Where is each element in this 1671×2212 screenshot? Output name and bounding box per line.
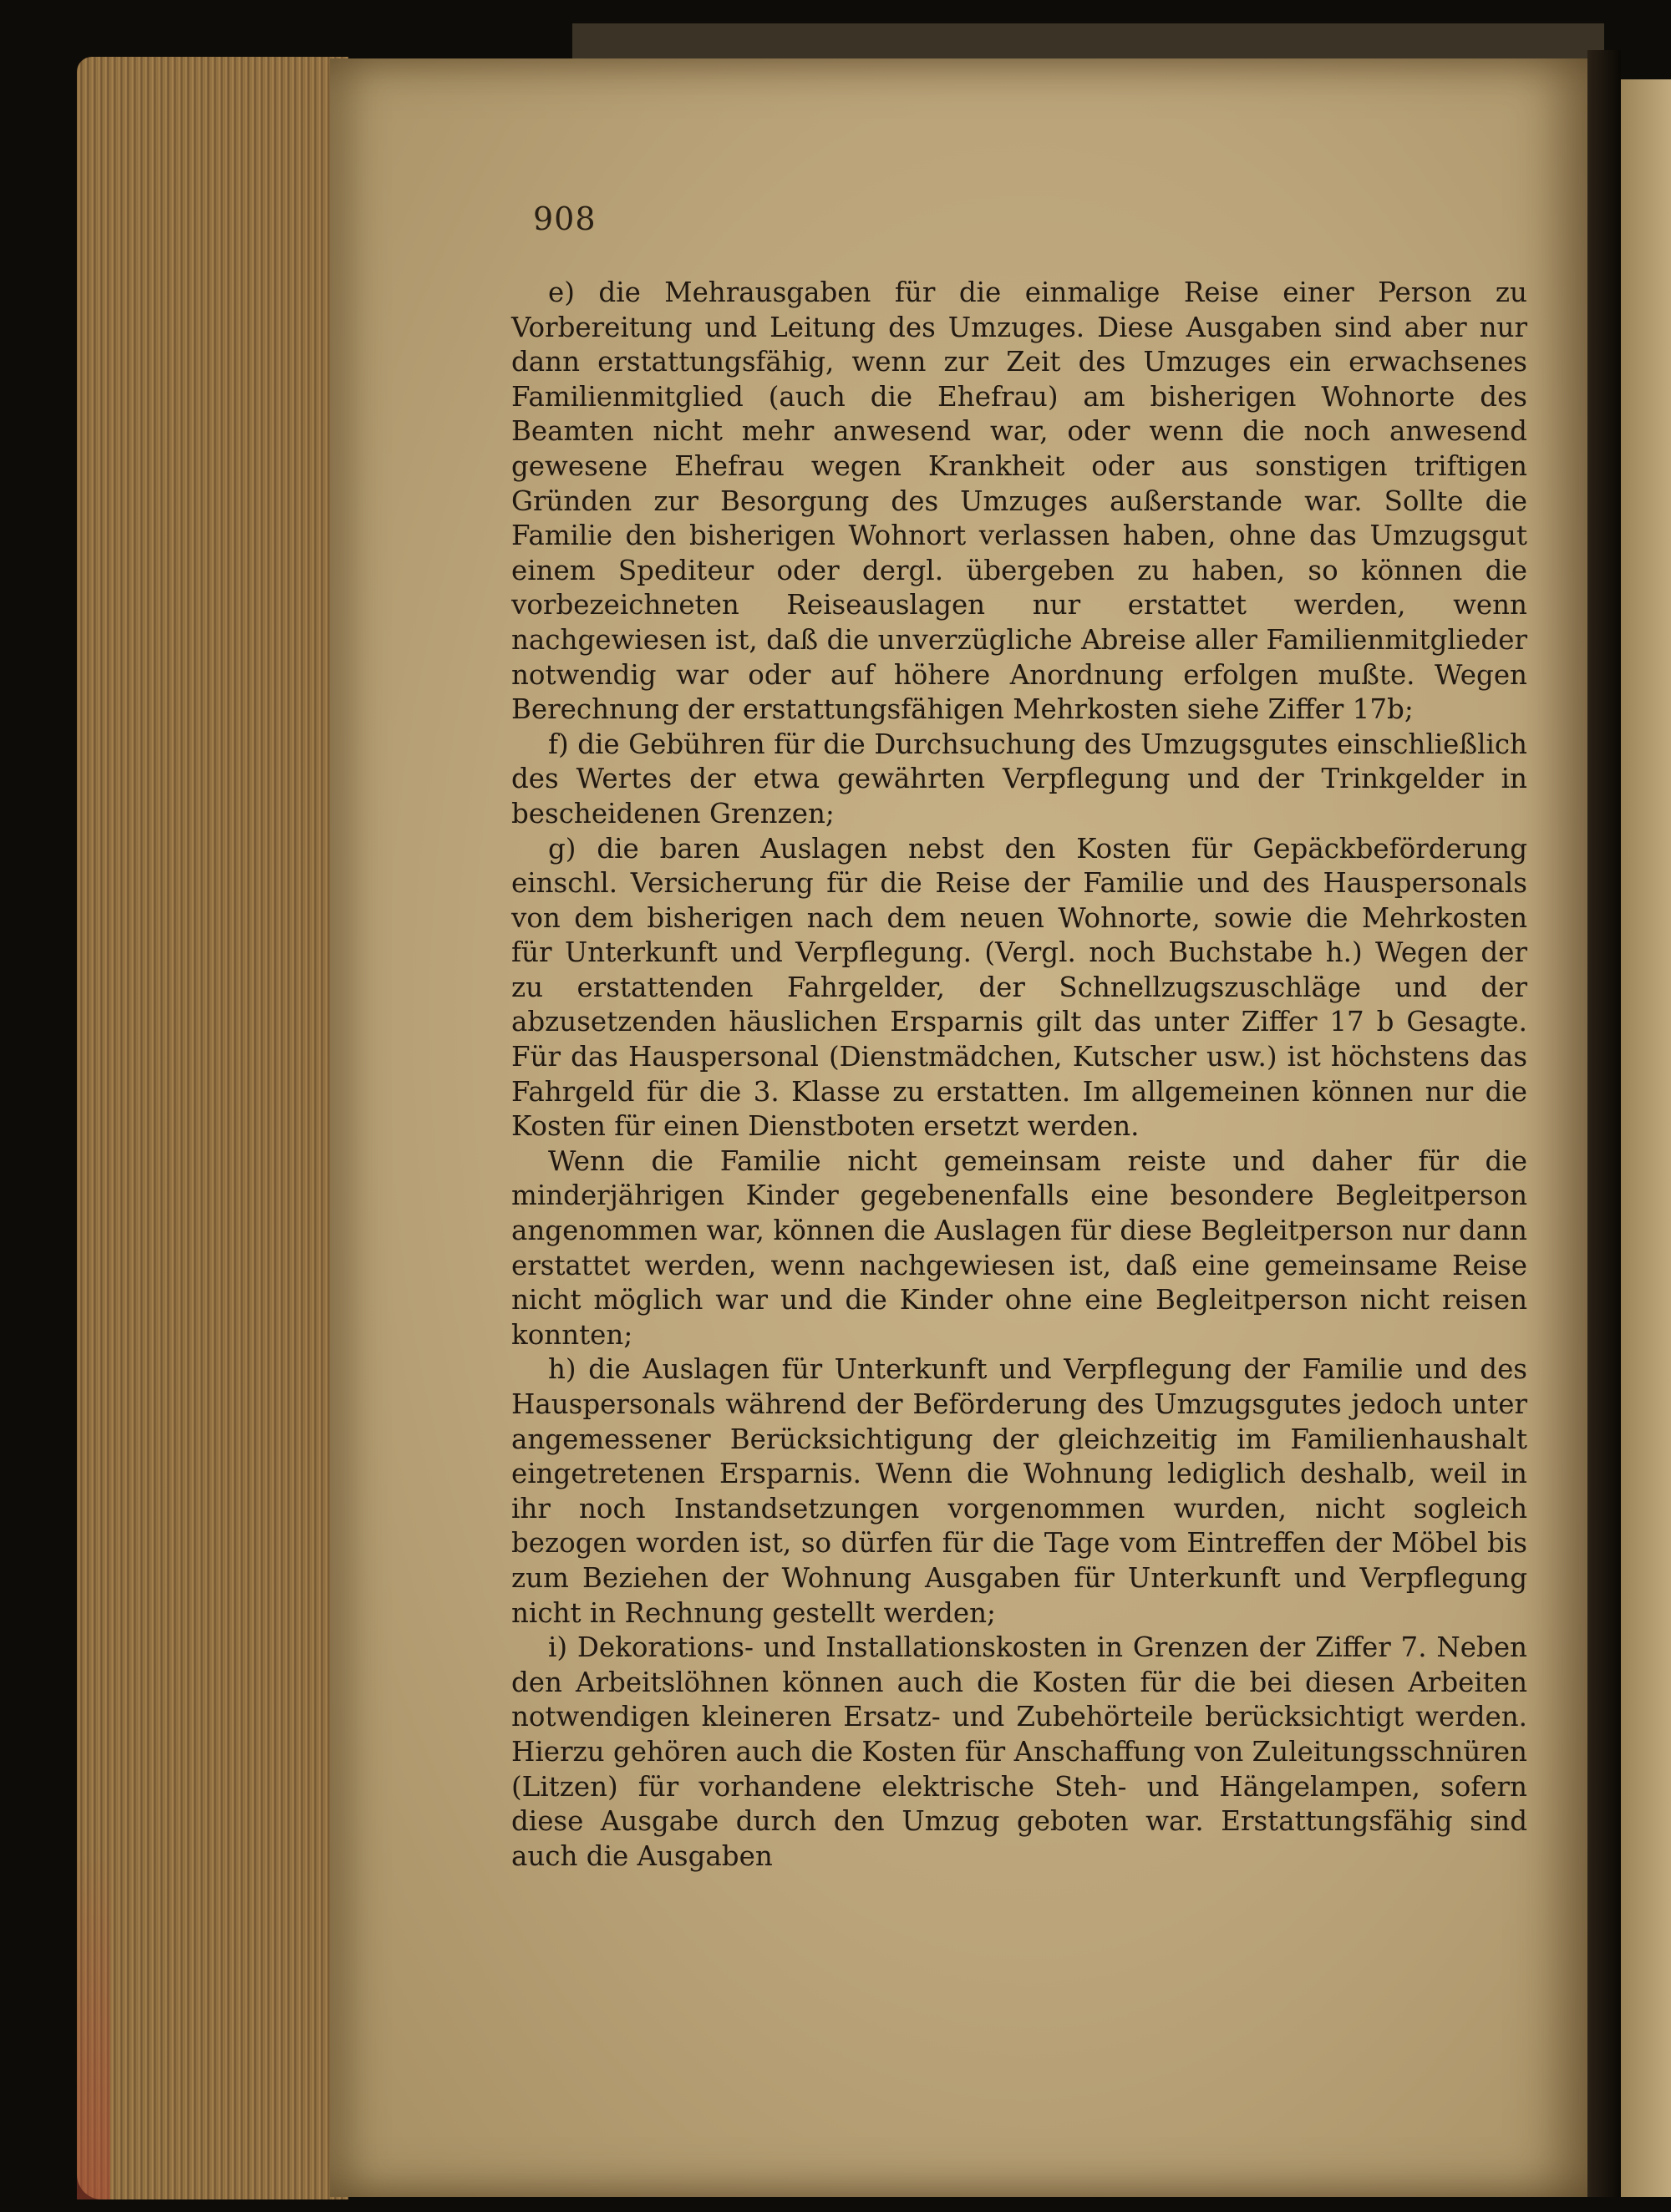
paragraph-h: h) die Auslagen für Unterkunft und Verpflegung der Familie und des Hauspersonals während der Beförderung des Umzugsgutes jedoch unter angemessener Berücksichtigung der gleichzeitig im Familienhaushalt eingetretenen Ersparnis. Wenn die Wohnung lediglich deshalb, weil in ihr noch Instandsetzungen vorgenommen wurden, nicht sogleich bezogen worden ist, so dürfen für die Tage vom Eintreffen der Möbel bis zum Beziehen der Wohnung Ausgaben für Unterkunft und Verpflegung nicht in Rechnung gestellt werden; [511, 1353, 1527, 1629]
paragraph-i: i) Dekorations- und Installationskosten in Grenzen der Ziffer 7. Neben den Arbeitslöhnen können auch die Kosten für die bei diesen Arbeiten notwendigen kleineren Ersatz- und Zubehörteile berücksichtigt werden. Hierzu gehören auch die Kosten für Anschaffung von Zuleitungsschnüren (Litzen) für vorhandene elektrische Steh- und Hängelampen, sofern diese Ausgabe durch den Umzug geboten war. Erstattungsfähig sind auch die Ausgaben [511, 1631, 1527, 1872]
paragraph-g: g) die baren Auslagen nebst den Kosten für Gepäckbeförderung einschl. Versicherung für die Reise der Familie und des Hauspersonals von dem bisherigen nach dem neuen Wohnorte, sowie die Mehrkosten für Unterkunft und Verpflegung. (Vergl. noch Buchstabe h.) Wegen der zu erstattenden Fahrgelder, der Schnellzugszuschläge und der abzusetzenden häuslichen Ersparnis gilt das unter Ziffer 17 b Gesagte. Für das Hauspersonal (Dienstmädchen, Kutscher usw.) ist höchstens das Fahrgeld für die 3. Klasse zu erstatten. Im allgemeinen können nur die Kosten für einen Dienstboten ersetzt werden. [511, 832, 1527, 1143]
paragraph-e: e) die Mehrausgaben für die einmalige Reise einer Person zu Vorbereitung und Leitung des Umzuges. Diese Ausgaben sind aber nur dann erstattungsfähig, wenn zur Zeit des Umzuges ein erwachsenes Familienmitglied (auch die Ehefrau) am bisherigen Wohnorte des Beamten nicht mehr anwesend war, oder wenn die noch anwesend gewesene Ehefrau wegen Krankheit oder aus sonstigen triftigen Gründen zur Besorgung des Umzuges außerstande war. Sollte die Familie den bisherigen Wohnort verlassen haben, ohne das Umzugsgut einem Spediteur oder dergl. übergeben zu haben, so können die vorbezeichneten Reiseauslagen nur erstattet werden, wenn nachgewiesen ist, daß die unverzügliche Abreise aller Familienmitglieder notwendig war oder auf höhere Anordnung erfolgen mußte. Wegen Berechnung der erstattungsfähigen Mehrkosten siehe Ziffer 17b; [511, 276, 1527, 726]
next-page-edge [1621, 79, 1671, 2197]
book-page-edges [77, 57, 348, 2199]
book-gutter [1587, 50, 1621, 2197]
body-text [511, 276, 1527, 1874]
paragraph-g-continued: Wenn die Familie nicht gemeinsam reiste und daher für die minderjährigen Kinder gegebenenfalls eine besondere Begleitperson angenommen war, können die Auslagen für diese Begleitperson nur dann erstattet werden, wenn nachgewiesen ist, daß eine gemeinsame Reise nicht möglich war und die Kinder ohne eine Begleitperson nicht reisen konnten; [511, 1144, 1527, 1351]
paragraph-f: f) die Gebühren für die Durchsuchung des Umzugsgutes einschließlich des Wertes der etwa gewährten Verpflegung und der Trinkgelder in bescheidenen Grenzen; [511, 728, 1527, 830]
page-number: 908 [533, 200, 597, 237]
